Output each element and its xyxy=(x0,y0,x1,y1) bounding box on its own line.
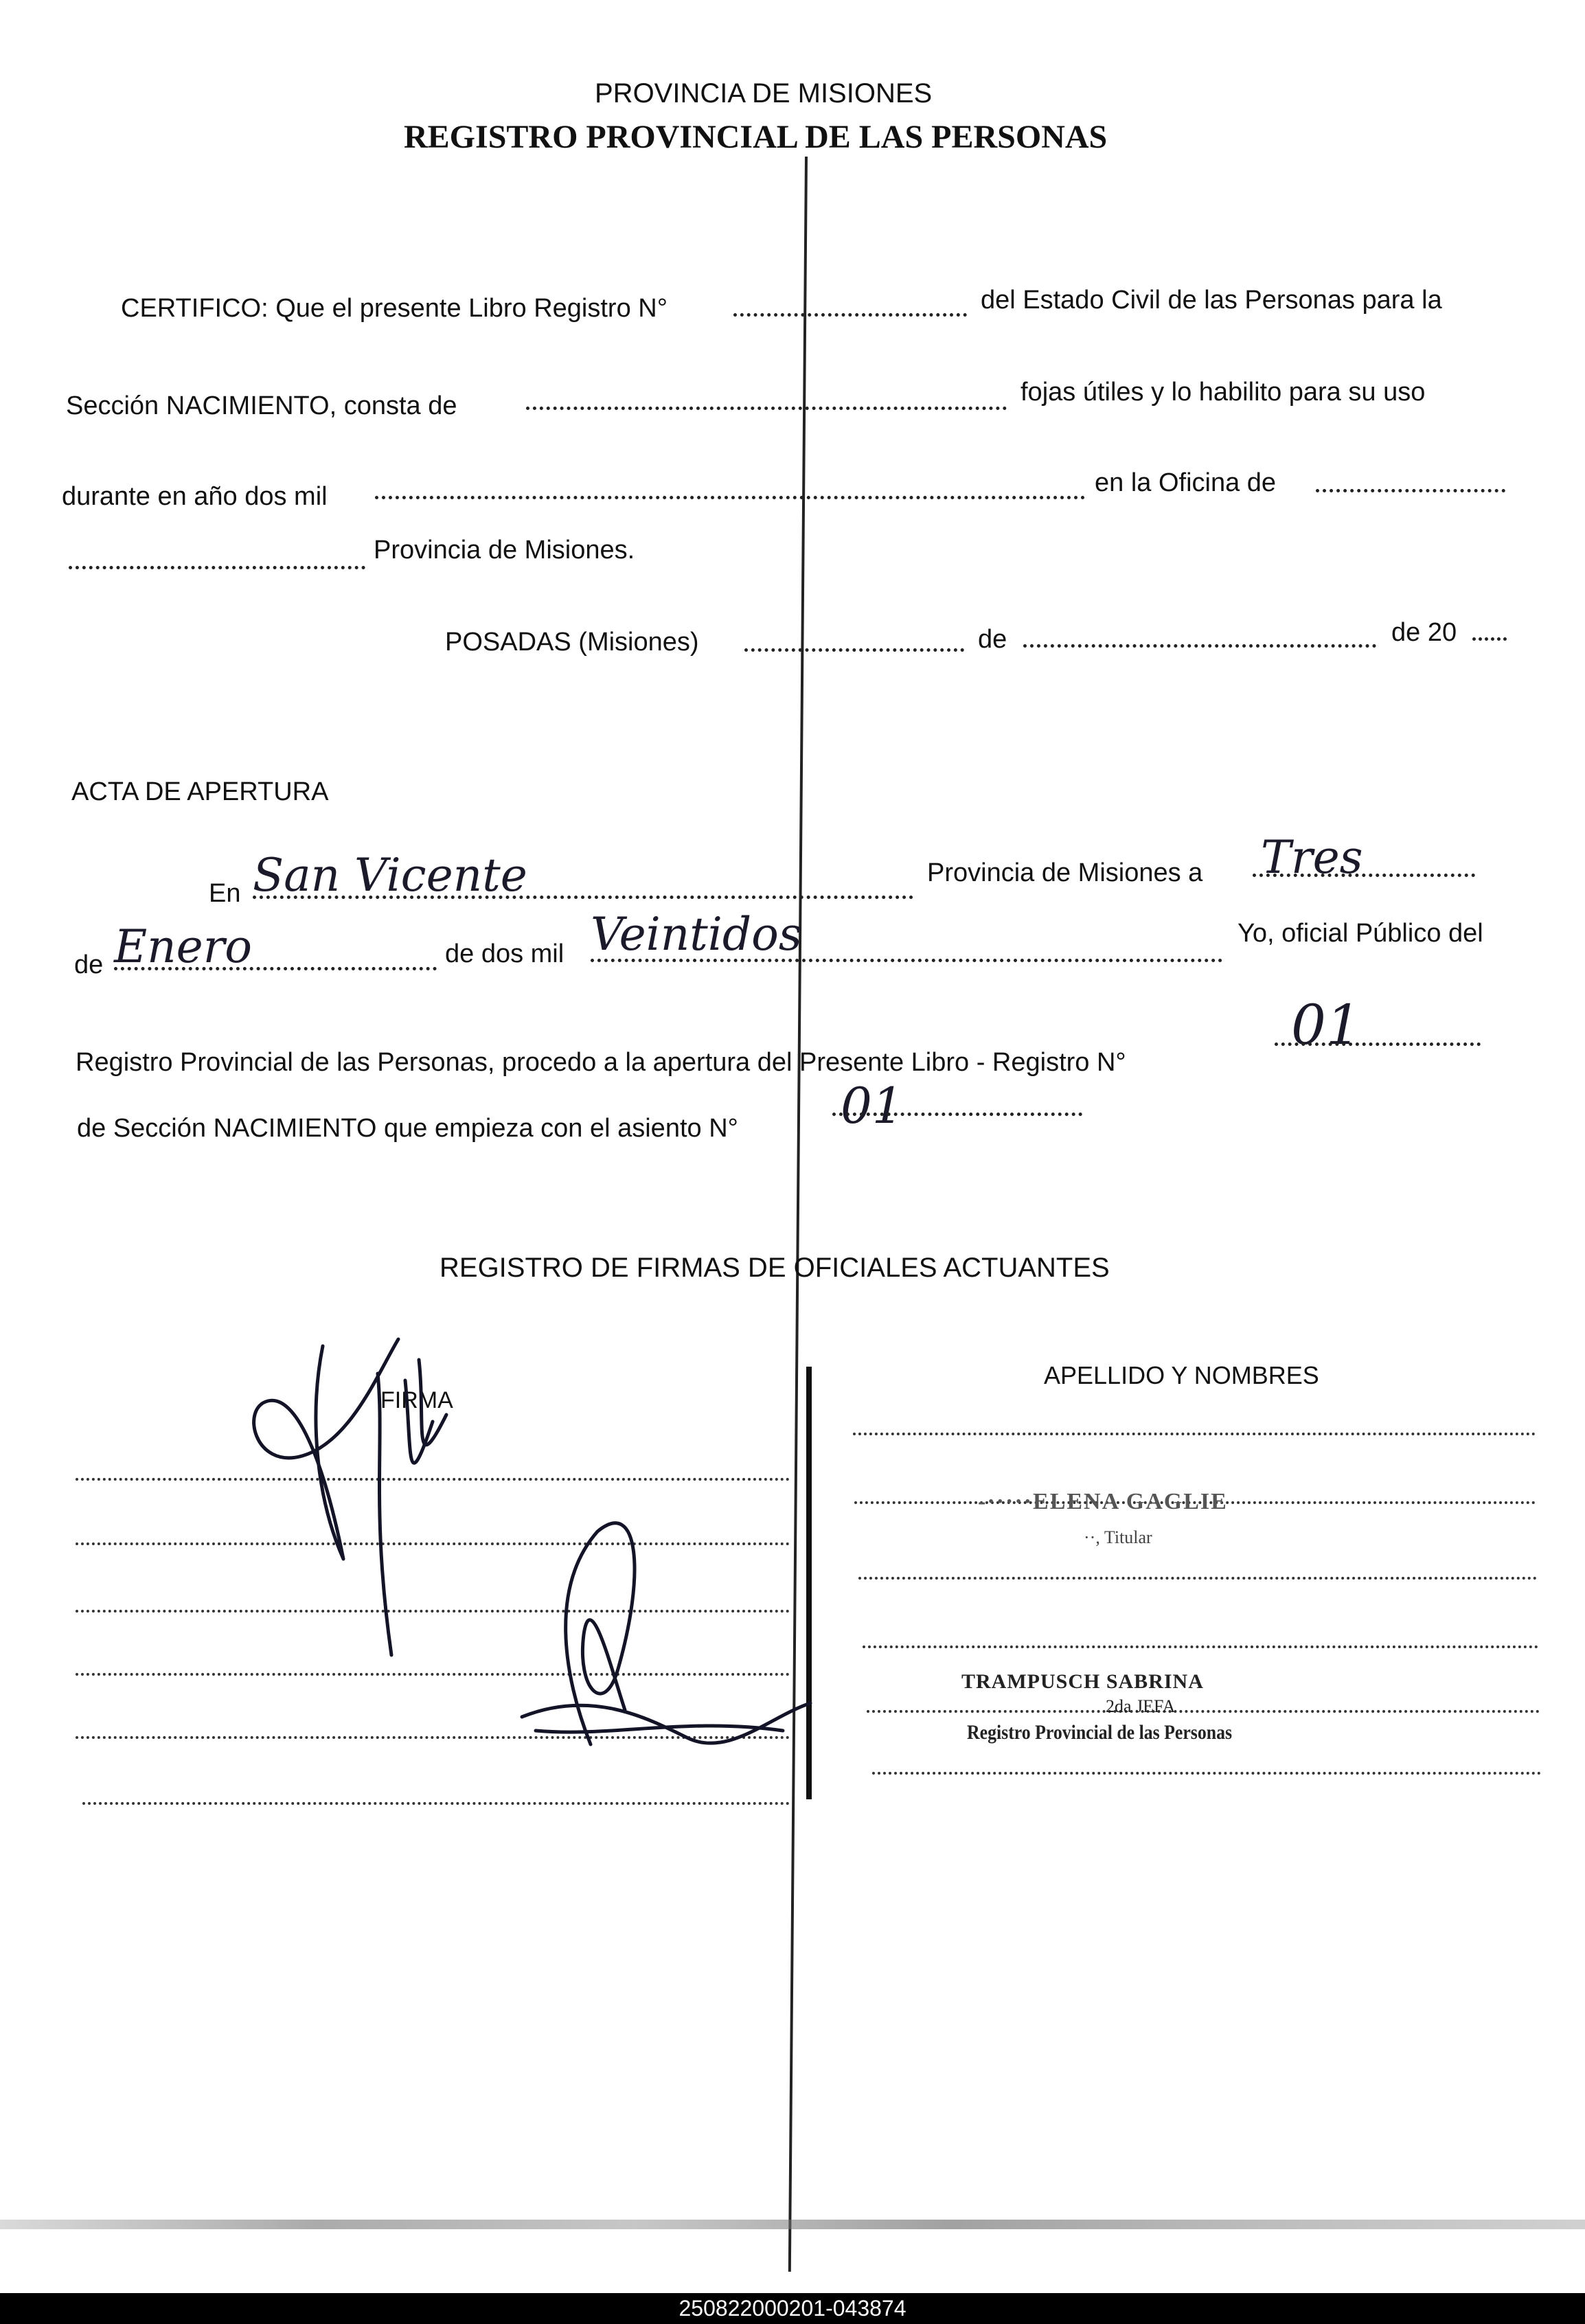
signature-scribble-2 xyxy=(508,1511,824,1772)
name-line-5 xyxy=(867,1710,1540,1713)
certificate-line3-mid: en la Oficina de xyxy=(1095,468,1277,497)
handwritten-entry-number: 01 xyxy=(841,1077,904,1135)
name-line-6 xyxy=(872,1772,1541,1775)
certificate-line3-start: durante en año dos mil xyxy=(62,482,328,511)
signatures-title: REGISTRO DE FIRMAS DE OFICIALES ACTUANTES xyxy=(440,1253,1110,1283)
handwritten-day: Tres xyxy=(1261,831,1363,884)
registry-heading: REGISTRO PROVINCIAL DE LAS PERSONAS xyxy=(404,119,1108,155)
names-column-header: APELLIDO Y NOMBRES xyxy=(1044,1361,1319,1389)
certificate-line2-start: Sección NACIMIENTO, consta de xyxy=(66,391,457,420)
opening-title: ACTA DE APERTURA xyxy=(71,777,329,806)
certificate-line1-end: del Estado Civil de las Personas para la xyxy=(981,286,1442,315)
name-line-4 xyxy=(863,1645,1538,1648)
scan-artifact xyxy=(0,2220,1585,2229)
name-line-1 xyxy=(853,1433,1536,1435)
day-blank xyxy=(1253,874,1475,877)
name-line-3 xyxy=(858,1577,1537,1580)
signature-scribble-1 xyxy=(240,1332,460,1662)
libro-number-blank xyxy=(733,313,967,317)
certificate-line4: Provincia de Misiones. xyxy=(374,536,635,565)
stamp1-role: ··, Titular xyxy=(1084,1527,1152,1547)
opening-yo: Yo, oficial Público del xyxy=(1238,919,1483,948)
handwritten-year: Veintidos xyxy=(591,908,802,961)
oficina-blank xyxy=(1316,489,1505,492)
book-number-blank xyxy=(1275,1043,1481,1046)
opening-line4: de Sección NACIMIENTO que empieza con el asiento N° xyxy=(77,1114,738,1143)
place-blank xyxy=(253,896,913,899)
month-blank xyxy=(114,967,437,970)
opening-en: En xyxy=(209,879,241,908)
document-id-bar xyxy=(0,2293,1585,2324)
stamp2-role: 2da JEFA xyxy=(1106,1696,1176,1716)
date-city: POSADAS (Misiones) xyxy=(445,628,699,657)
opening-dos-mil: de dos mil xyxy=(445,939,565,968)
date-year-blank xyxy=(1472,637,1507,641)
signature-line-6 xyxy=(82,1802,790,1805)
opening-line3: Registro Provincial de las Personas, procedo a la apertura del Presente Libro - Registro N° xyxy=(76,1048,1126,1077)
date-year-prefix: de 20 xyxy=(1391,618,1457,647)
document-id: 250822000201-043874 xyxy=(679,2296,906,2321)
handwritten-place: San Vicente xyxy=(253,849,527,902)
firma-column-header: FIRMA xyxy=(380,1387,453,1413)
year-words-blank xyxy=(591,959,1222,962)
date-month-blank xyxy=(1023,644,1376,648)
province-heading: PROVINCIA DE MISIONES xyxy=(595,78,933,109)
year-blank xyxy=(375,496,1085,499)
stamp2-name: TRAMPUSCH SABRINA xyxy=(961,1670,1204,1693)
date-day-blank xyxy=(744,648,964,652)
date-de: de xyxy=(978,625,1007,654)
fojas-blank xyxy=(526,407,1007,410)
handwritten-book-number: 01 xyxy=(1291,993,1361,1057)
stamp2-organization: Registro Provincial de las Personas xyxy=(967,1721,1233,1744)
entry-number-blank xyxy=(832,1113,1082,1116)
page-fold-line xyxy=(788,157,808,2272)
stamp1-name: -·····ELENA GAGLIE xyxy=(978,1489,1228,1514)
opening-provincia: Provincia de Misiones a xyxy=(927,858,1203,887)
certificate-line2-end: fojas útiles y lo habilito para su uso xyxy=(1020,378,1426,407)
oficina-blank-2 xyxy=(69,566,365,569)
handwritten-month: Enero xyxy=(114,920,253,973)
opening-de: de xyxy=(74,950,104,979)
certificate-line1-start: CERTIFICO: Que el presente Libro Registro N° xyxy=(121,294,668,323)
